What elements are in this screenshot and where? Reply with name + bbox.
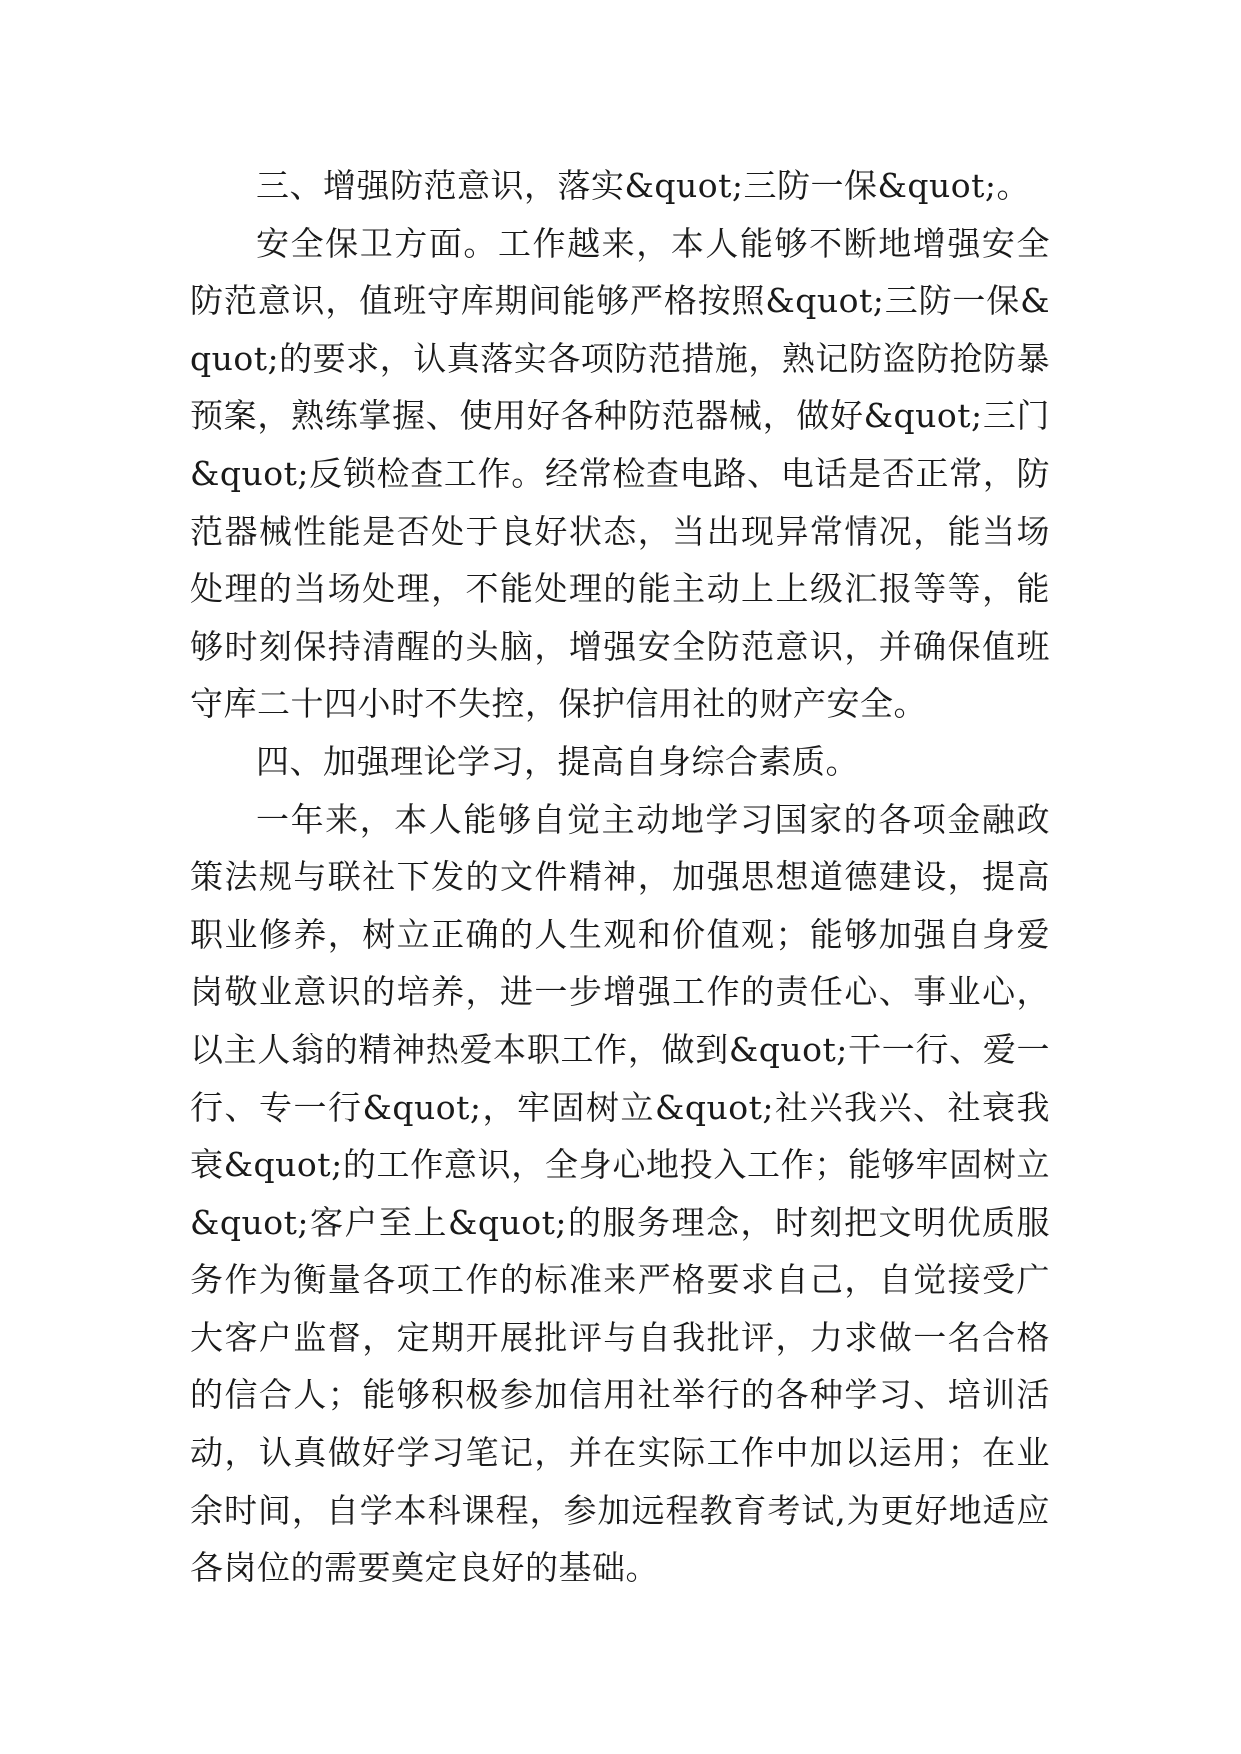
paragraph-study: 一年来，本人能够自觉主动地学习国家的各项金融政策法规与联社下发的文件精神，加强思想道德建设，提高职业修养，树立正确的人生观和价值观；能够加强自身爱岗敬业意识的培养，进一步增强工作的责任心、事业心，以主人翁的精神热爱本职工作，做到&quot;干一行、爱一行、专一行&quot;，牢固树立&quot;社兴我兴、社衰我衰&quot;的工作意识，全身心地投入工作；能够牢固树立&quot;客户至上&quot;的服务理念，时刻把文明优质服务作为衡量各项工作的标准来严格要求自己，自觉接受广大客户监督，定期开展批评与自我批评，力求做一名合格的信合人；能够积极参加信用社举行的各种学习、培训活动，认真做好学习笔记，并在实际工作中加以运用；在业余时间，自学本科课程，参加远程教育考试,为更好地适应各岗位的需要奠定良好的基础。: [190, 799, 1050, 1588]
section-heading-3: 三、增强防范意识，落实&quot;三防一保&quot;。: [256, 166, 1030, 205]
section-heading-4: 四、加强理论学习，提高自身综合素质。: [256, 741, 859, 781]
document-body: [190, 157, 1050, 1597]
paragraph-security: 安全保卫方面。工作越来，本人能够不断地增强安全防范意识，值班守库期间能够严格按照&quot;三防一保&quot;的要求，认真落实各项防范措施，熟记防盗防抢防暴预案，熟练掌握、使用好各种防范器械，做好&quot;三门&quot;反锁检查工作。经常检查电路、电话是否正常，防范器械性能是否处于良好状态，当出现异常情况，能当场处理的当场处理，不能处理的能主动上上级汇报等等，能够时刻保持清醒的头脑，增强安全防范意识，并确保值班守库二十四小时不失控，保护信用社的财产安全。: [190, 223, 1050, 724]
